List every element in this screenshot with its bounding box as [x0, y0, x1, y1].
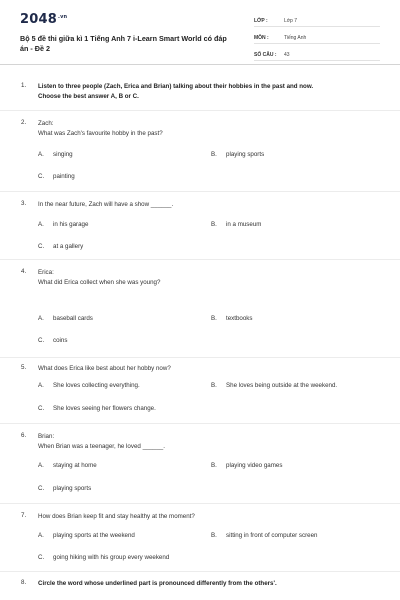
question-line: How does Brian keep fit and stay healthy at the moment? [38, 513, 195, 520]
question-line: Choose the best answer A, B or C. [38, 93, 139, 100]
question-line: Listen to three people (Zach, Erica and Brian) talking about their hobbies in the past and now. [38, 83, 314, 90]
question-line: In the near future, Zach will have a show ______. [38, 201, 174, 208]
question-divider [0, 110, 400, 111]
option-a[interactable]: A. singing [38, 151, 73, 158]
question-number: 8. [21, 579, 27, 586]
question-line: What does Erica like best about her hobby now? [38, 365, 171, 372]
site-logo[interactable]: $2048^{.vn}$ [20, 12, 68, 27]
option-c[interactable]: C. playing sports [38, 485, 92, 492]
option-b[interactable]: B. sitting in front of computer screen [211, 532, 318, 539]
document-header [0, 0, 400, 64]
question-text [38, 200, 383, 210]
meta-count-label: SỐ CÂU : [254, 52, 277, 58]
question-number: 6. [21, 432, 27, 439]
question-text [38, 512, 383, 522]
option-b[interactable]: B. textbooks [211, 315, 253, 322]
question-line: When Brian was a teenager, he loved ______. [38, 443, 165, 450]
option-a[interactable]: A. staying at home [38, 462, 97, 469]
question-number: 7. [21, 512, 27, 519]
question-number: 1. [21, 82, 27, 89]
meta-subject-value: Tiếng Anh [284, 35, 307, 41]
question-text [38, 82, 383, 102]
question-number: 3. [21, 200, 27, 207]
question-number: 2. [21, 119, 27, 126]
question-divider [0, 191, 400, 192]
question-text [38, 432, 383, 452]
document-meta [254, 13, 380, 64]
question-line: What did Erica collect when she was young? [38, 279, 161, 286]
option-a[interactable]: A. playing sports at the weekend [38, 532, 135, 539]
meta-subject [254, 30, 380, 44]
question-divider [0, 423, 400, 424]
option-b[interactable]: B. playing video games [211, 462, 283, 469]
question-line: Zach: [38, 120, 54, 127]
question-text [38, 579, 383, 589]
question-divider [0, 571, 400, 572]
option-a[interactable]: A. in his garage [38, 221, 89, 228]
question-divider [0, 357, 400, 358]
question-divider [0, 259, 400, 260]
option-c[interactable]: C. painting [38, 173, 75, 180]
header-divider [0, 64, 400, 65]
meta-subject-label: MÔN : [254, 35, 269, 41]
option-c[interactable]: C. at a gallery [38, 243, 84, 250]
question-number: 5. [21, 364, 27, 371]
question-text [38, 119, 383, 139]
option-a[interactable]: A. She loves collecting everything. [38, 382, 140, 389]
question-line: Erica: [38, 269, 54, 276]
meta-grade-label: LỚP : [254, 18, 268, 24]
meta-count-value: 43 [284, 52, 290, 58]
question-number: 4. [21, 268, 27, 275]
option-c[interactable]: C. going hiking with his group every weekend [38, 554, 170, 561]
document-title: Bộ 5 đề thi giữa kì 1 Tiếng Anh 7 i-Learn Smart World có đáp án - Đề 2 [20, 34, 227, 53]
option-b[interactable]: B. She loves being outside at the weekend. [211, 382, 338, 389]
option-c[interactable]: C. She loves seeing her flowers change. [38, 405, 156, 412]
meta-grade-value: Lớp 7 [284, 18, 298, 24]
question-text [38, 364, 383, 374]
option-b[interactable]: B. playing sports [211, 151, 265, 158]
option-a[interactable]: A. baseball cards [38, 315, 93, 322]
question-line: Circle the word whose underlined part is pronounced differently from the others'. [38, 580, 277, 587]
question-divider [0, 503, 400, 504]
meta-count [254, 47, 380, 61]
question-line: What was Zach's favourite hobby in the past? [38, 130, 163, 137]
meta-grade [254, 13, 380, 27]
option-c[interactable]: C. coins [38, 337, 68, 344]
option-b[interactable]: B. in a museum [211, 221, 262, 228]
question-line: Brian: [38, 433, 55, 440]
question-text [38, 268, 383, 288]
